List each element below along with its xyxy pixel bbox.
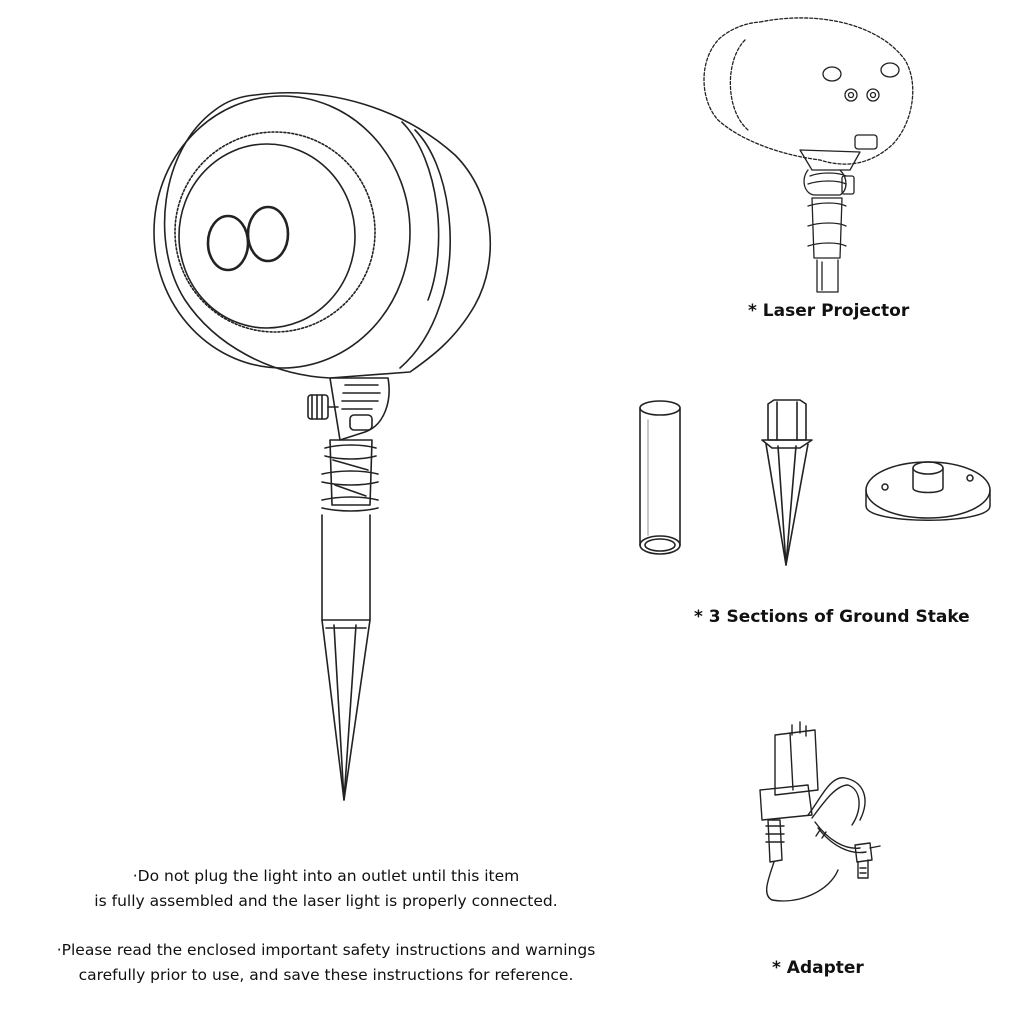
projector-bracket xyxy=(308,378,389,440)
adapter-label: * Adapter xyxy=(772,958,864,978)
safety-instructions-note xyxy=(20,938,632,988)
laser-projector-drawing xyxy=(704,18,913,292)
laser-projector-label: * Laser Projector xyxy=(748,301,910,321)
note-line: ·Please read the enclosed important safety instructions and warnings xyxy=(56,941,596,959)
stake-base-drawing xyxy=(866,462,990,520)
assembly-warning-note xyxy=(40,864,612,914)
assembled-projector-drawing xyxy=(154,93,490,800)
note-line: ·Do not plug the light into an outlet until this item xyxy=(132,867,520,885)
projector-lenses xyxy=(208,207,288,270)
stake-spike-drawing xyxy=(762,400,812,565)
adapter-drawing xyxy=(760,722,880,901)
stake-tube-drawing xyxy=(640,401,680,554)
projector-head xyxy=(154,93,490,378)
note-line: is fully assembled and the laser light is properly connected. xyxy=(94,892,558,910)
ground-stake-label: * 3 Sections of Ground Stake xyxy=(694,607,970,627)
assembled-stake xyxy=(322,440,378,800)
note-line: carefully prior to use, and save these instructions for reference. xyxy=(78,966,574,984)
